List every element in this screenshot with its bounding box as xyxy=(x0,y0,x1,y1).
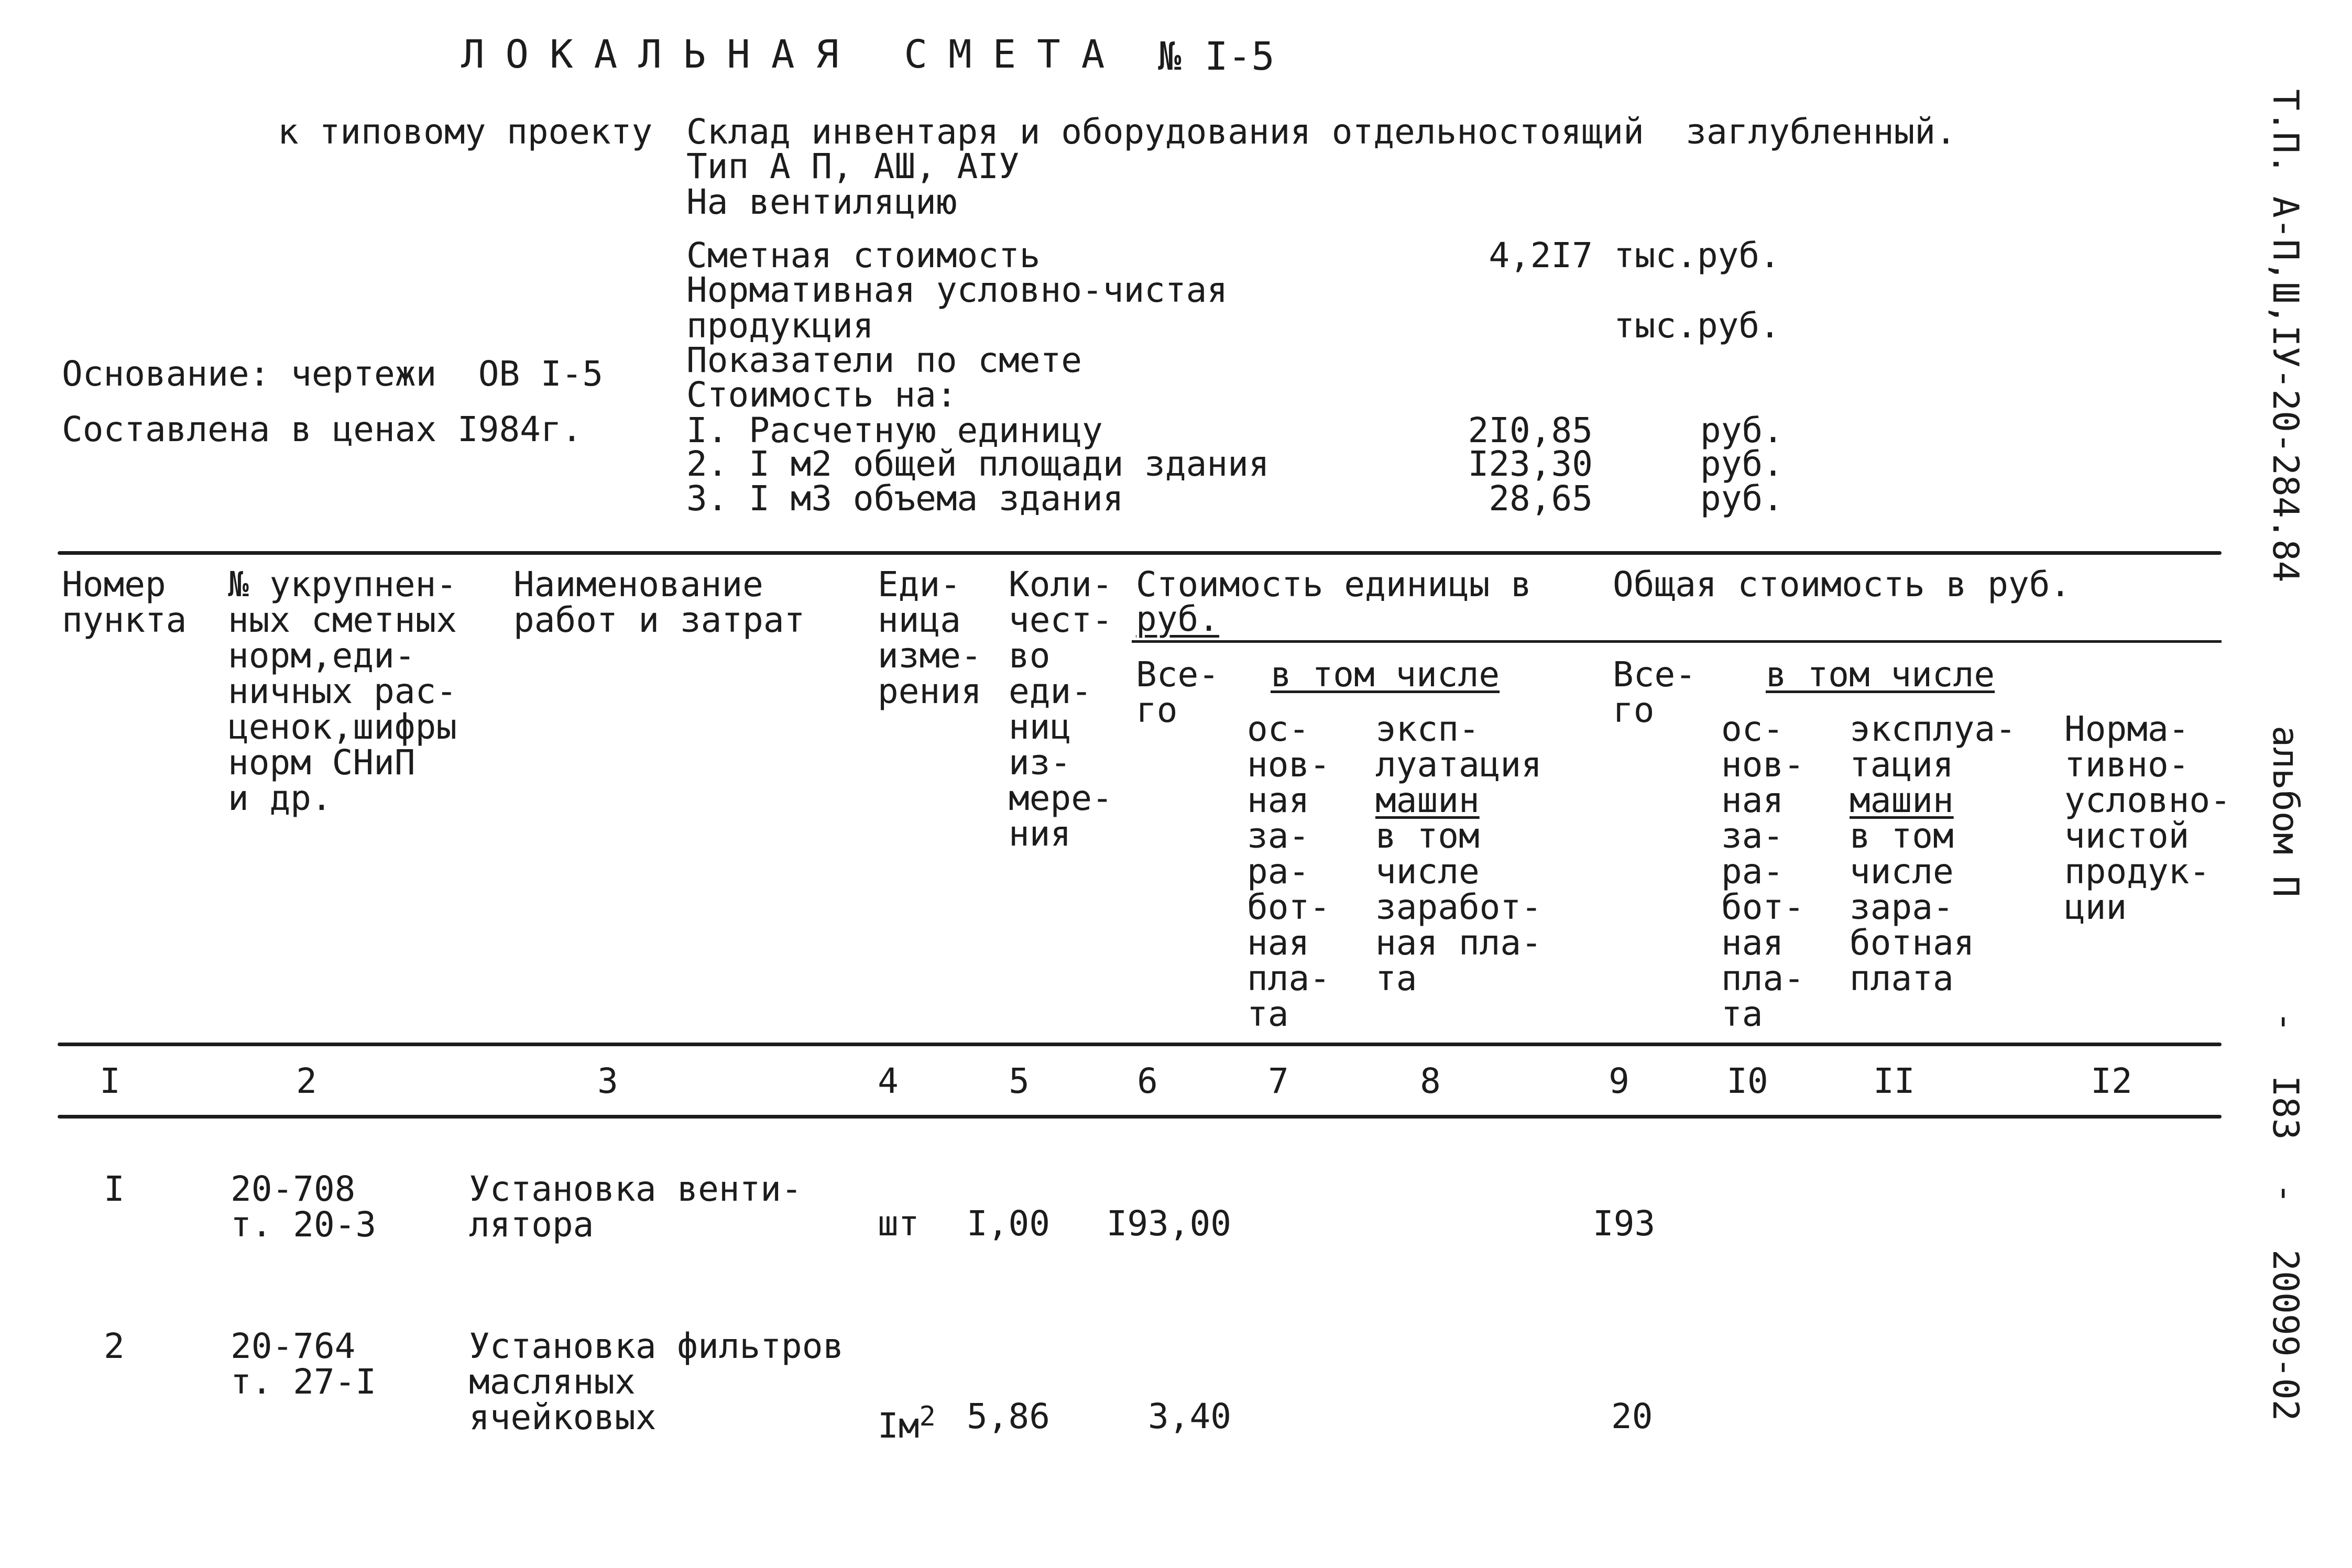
column-number: 4 xyxy=(878,1061,899,1101)
side-album: альбом П xyxy=(2265,726,2306,897)
estimated-cost-unit: тыс.руб. xyxy=(1614,235,1780,276)
header-including-1: в том числе xyxy=(1271,654,1500,695)
column-number: I0 xyxy=(1726,1061,1768,1101)
column-number: I xyxy=(100,1061,121,1101)
header-unit-cost-group-unit: руб. xyxy=(1136,599,1219,639)
row-total-cost: 20 xyxy=(1611,1396,1653,1437)
header-col-1: Номер пункта xyxy=(62,564,187,640)
row-unit-base: Iм xyxy=(878,1406,920,1446)
indicator-unit: руб. xyxy=(1700,410,1784,451)
column-numbers-rule xyxy=(58,1115,2222,1119)
side-project-code: Т.П. А-П,Ш,IУ-20-284.84 xyxy=(2265,89,2306,583)
header-col-8-machines: машин xyxy=(1375,780,1480,820)
header-col-6: Все- го xyxy=(1136,654,1219,730)
header-col-11-machines: машин xyxy=(1850,780,1954,820)
header-col-2: № укрупнен- ных сметных норм,еди- ничных рас- ценок,шифры норм СНиП и др. xyxy=(228,564,457,818)
column-number: 9 xyxy=(1609,1061,1629,1101)
column-number: 5 xyxy=(1009,1061,1030,1101)
npp-label-line-2: продукция xyxy=(686,305,874,346)
column-number: I2 xyxy=(2091,1061,2132,1101)
indicator-value: 28,65 xyxy=(1489,478,1593,519)
to-project-label: к типовому проекту xyxy=(278,112,653,152)
estimated-cost-value: 4,2I7 xyxy=(1489,235,1593,276)
header-col-8-bottom: в том числе заработ- ная пла- та xyxy=(1375,816,1542,999)
basis-line: Основание: чертежи ОВ I-5 xyxy=(62,354,604,394)
indicator-label: I. Расчетную единицу xyxy=(686,410,1103,451)
header-col-10: ос- нов- ная за- ра- бот- ная пла- та xyxy=(1721,709,1804,1034)
row-norm-code: 20-764 т. 27-I xyxy=(231,1326,377,1402)
column-number: 3 xyxy=(597,1061,618,1101)
header-total-cost-group: Общая стоимость в руб. xyxy=(1613,564,2071,605)
header-col-5: Коли- чест- во еди- ниц из- мере- ния xyxy=(1009,564,1113,854)
row-unit xyxy=(878,1399,936,1444)
header-col-9: Все- го xyxy=(1613,654,1696,730)
row-unit: шт xyxy=(878,1203,920,1244)
row-norm-code: 20-708 т. 20-3 xyxy=(231,1169,377,1245)
column-number: 7 xyxy=(1268,1061,1289,1101)
header-col-4: Еди- ница изме- рения xyxy=(878,564,982,711)
row-work-name: Установка венти- лятора xyxy=(469,1169,802,1245)
indicator-label: 2. I м2 общей площади здания xyxy=(686,444,1270,484)
column-number: 2 xyxy=(296,1061,317,1101)
row-work-name: Установка фильтров масляных ячейковых xyxy=(469,1326,844,1438)
header-bottom-rule xyxy=(58,1043,2222,1046)
estimated-cost-label: Сметная стоимость xyxy=(686,235,1041,276)
column-number: 8 xyxy=(1420,1061,1441,1101)
indicator-value: 2I0,85 xyxy=(1468,410,1593,451)
header-col-12: Норма- тивно- условно- чистой продук- ции xyxy=(2064,709,2231,927)
header-col-11-bottom: в том числе зара- ботная плата xyxy=(1850,816,1975,999)
row-unit-cost-total: I93,00 xyxy=(1106,1203,1231,1244)
indicators-label: Показатели по смете xyxy=(686,340,1082,380)
side-document-number: 20099-02 xyxy=(2265,1249,2306,1421)
npp-label-line-1: Нормативная условно-чистая xyxy=(686,270,1228,310)
header-col-7: ос- нов- ная за- ра- бот- ная пла- та xyxy=(1247,709,1330,1034)
cost-on-label: Стоимость на: xyxy=(686,375,957,415)
side-page-number: - I83 - xyxy=(2265,1011,2306,1204)
project-name-line-3: На вентиляцию xyxy=(686,182,957,222)
project-name-line-1: Склад инвентаря и оборудования отдельностоящий заглубленный. xyxy=(686,112,1956,152)
row-number: 2 xyxy=(104,1326,125,1366)
indicator-unit: руб. xyxy=(1700,444,1784,484)
header-col-11-top: эксплуа- тация xyxy=(1850,709,2016,785)
document-number: № I-5 xyxy=(1158,34,1275,79)
column-number: II xyxy=(1873,1061,1915,1101)
indicator-unit: руб. xyxy=(1700,478,1784,519)
indicator-value: I23,30 xyxy=(1468,444,1593,484)
indicator-label: 3. I м3 объема здания xyxy=(686,478,1124,519)
project-name-line-2: Тип А П, АШ, АIУ xyxy=(686,146,1020,187)
row-number: I xyxy=(104,1169,125,1209)
npp-unit: тыс.руб. xyxy=(1614,305,1780,346)
document-title: ЛОКАЛЬНАЯ СМЕТА xyxy=(461,32,1126,77)
header-unit-cost-group: Стоимость единицы в xyxy=(1136,564,1531,605)
unit-cost-subrule xyxy=(1132,640,2222,643)
row-quantity: I,00 xyxy=(967,1203,1050,1244)
header-including-2: в том числе xyxy=(1766,654,1995,695)
prices-line: Составлена в ценах I984г. xyxy=(62,409,583,449)
row-total-cost: I93 xyxy=(1593,1203,1656,1244)
header-col-8-top: эксп- луатация xyxy=(1375,709,1542,785)
row-unit-cost-total: 3,40 xyxy=(1148,1396,1231,1437)
column-number: 6 xyxy=(1137,1061,1158,1101)
row-unit-superscript: 2 xyxy=(919,1401,936,1432)
header-col-3: Наименование работ и затрат xyxy=(513,564,805,640)
row-quantity: 5,86 xyxy=(967,1396,1050,1437)
table-top-rule xyxy=(58,551,2222,555)
